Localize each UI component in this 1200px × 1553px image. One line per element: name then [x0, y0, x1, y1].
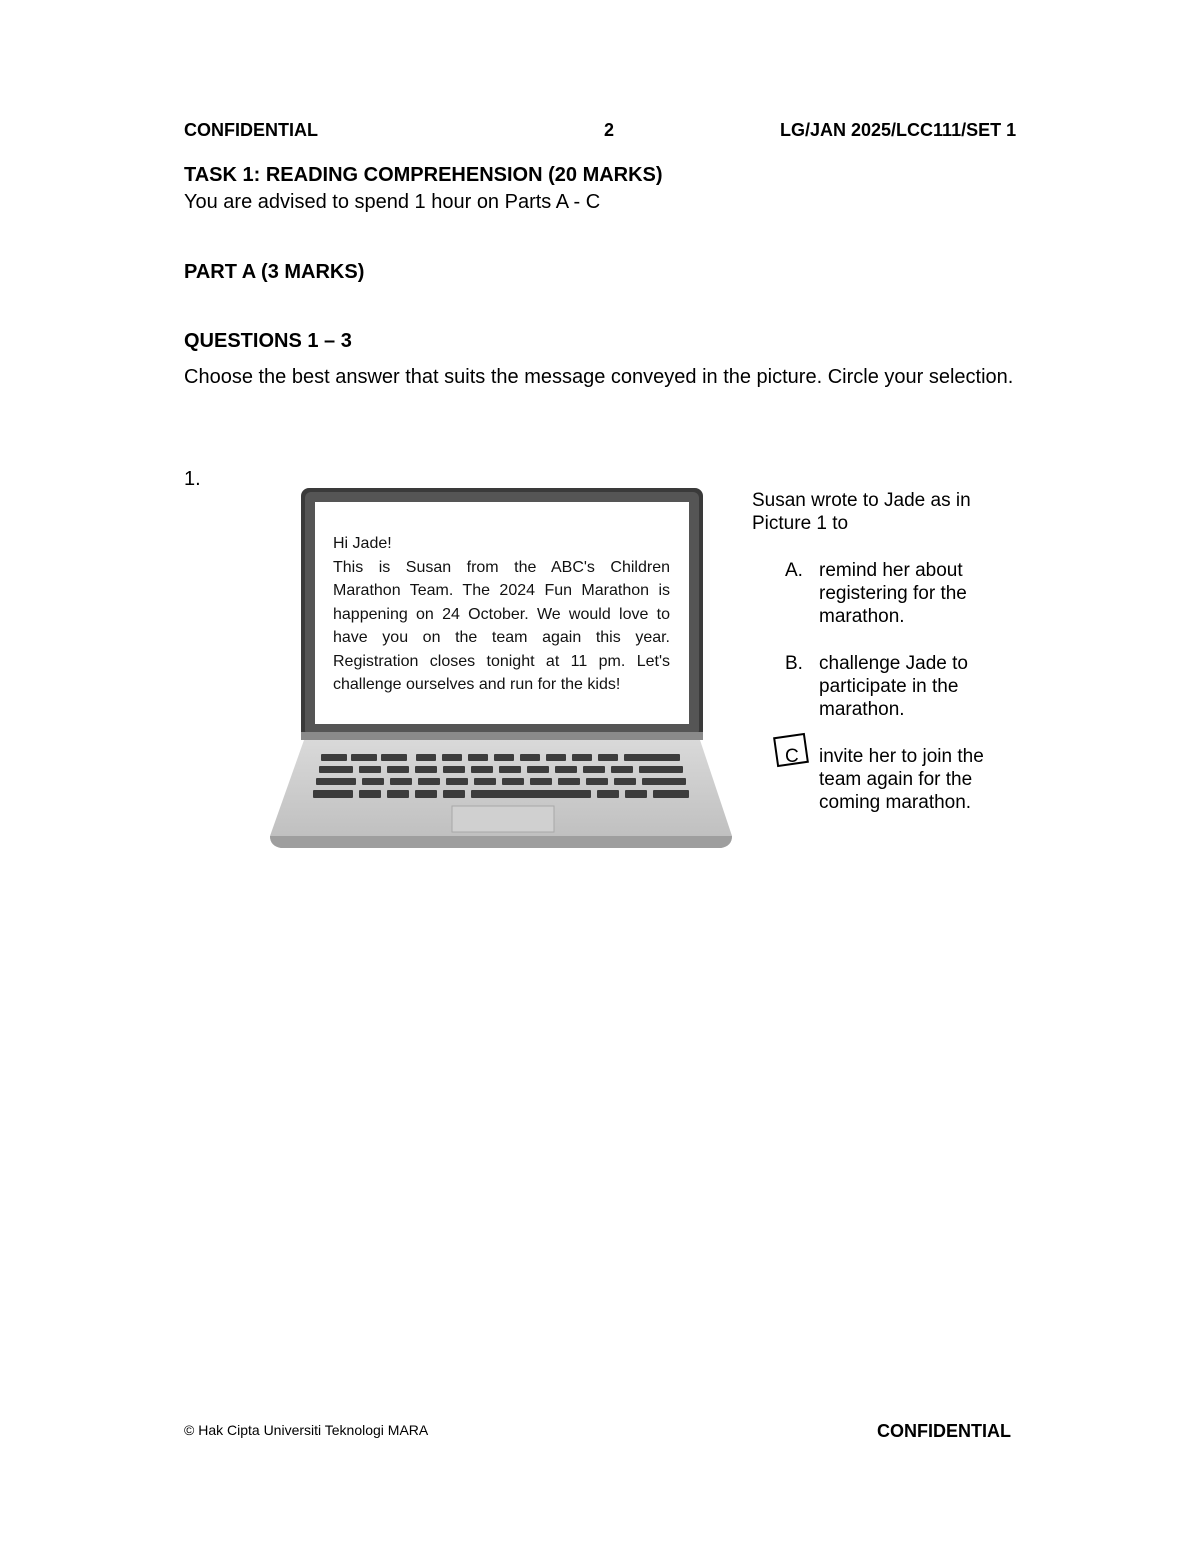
laptop-touchpad — [452, 806, 554, 832]
message-body: This is Susan from the ABC's Children Marathon Team. The 2024 Fun Marathon is happening on 24 October. We would love to have you on the team again this year. Registration closes tonight at 11 pm. Let's challenge ourselves and run for the kids! — [333, 558, 670, 693]
footer-copyright: © Hak Cipta Universiti Teknologi MARA — [184, 1422, 429, 1438]
footer-confidential: CONFIDENTIAL — [877, 1421, 1011, 1441]
option-b-text: challenge Jade to participate in the marathon. — [819, 653, 968, 720]
option-c-text: invite her to join the team again for the coming marathon. — [819, 746, 984, 813]
option-a-text: remind her about registering for the marathon. — [819, 560, 967, 627]
page-number: 2 — [604, 120, 615, 140]
part-title: PART A (3 MARKS) — [184, 261, 365, 283]
questions-instruction: Choose the best answer that suits the message conveyed in the picture. Circle your selection. — [184, 366, 1014, 388]
message-greeting: Hi Jade! — [333, 535, 392, 552]
option-c-letter: C — [785, 746, 799, 767]
document-code: LG/JAN 2025/LCC111/SET 1 — [780, 120, 1017, 140]
header-confidential: CONFIDENTIAL — [184, 120, 318, 140]
task-advice: You are advised to spend 1 hour on Parts A - C — [184, 191, 601, 213]
screen-message — [333, 532, 670, 697]
option-b-letter: B. — [785, 653, 803, 674]
option-a-letter: A. — [785, 560, 803, 581]
task-title: TASK 1: READING COMPREHENSION (20 MARKS) — [184, 164, 663, 186]
question-number: 1. — [184, 468, 201, 490]
question-stem: Susan wrote to Jade as in Picture 1 to — [752, 490, 971, 534]
questions-title: QUESTIONS 1 – 3 — [184, 330, 352, 352]
